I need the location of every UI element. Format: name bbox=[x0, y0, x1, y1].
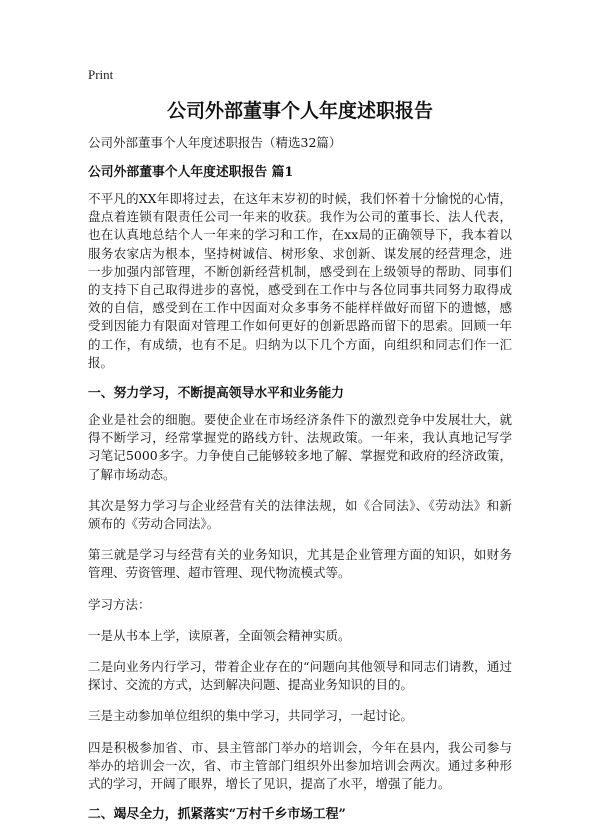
article-heading: 公司外部董事个人年度述职报告 篇1 bbox=[88, 165, 294, 180]
section-2-heading: 二、竭尽全力，抓紧落实“万村千乡市场工程” bbox=[88, 807, 346, 823]
print-link[interactable]: Print bbox=[88, 67, 114, 82]
section-1-heading: 一、努力学习，不断提高领导水平和业务能力 bbox=[88, 386, 344, 402]
section-1-paragraph-1: 企业是社会的细胞。要使企业在市场经济条件下的激烈竞争中发展壮大，就得不断学习，经常掌握党的路线方针、法规政策。一年来，我认真地记写学习笔记5000多字。力争使自己能够较多地了解、掌握党和政府的经济政策，了解市场动态。 bbox=[88, 412, 512, 482]
section-1-paragraph-3: 第三就是学习与经营有关的业务知识，尤其是企业管理方面的知识，如财务管理、劳资管理、超市管理、现代物流模式等。 bbox=[88, 547, 512, 581]
method-4: 四是积极参加省、市、县主管部门举办的培训会，今年在县内，我公司参与举办的培训会一次，省、市主管部门组织外出参加培训会两次。通过多种形式的学习，开阔了眼界，增长了见识，提高了水平，增强了能力。 bbox=[88, 739, 512, 792]
document-subtitle: 公司外部董事个人年度述职报告（精选32篇） bbox=[88, 135, 342, 150]
section-1-paragraph-2: 其次是努力学习与企业经营有关的法律法规，如《合同法》、《劳动法》和新颁布的《劳动合同法》。 bbox=[88, 497, 512, 532]
method-1: 一是从书本上学，读原著，全面领会精神实质。 bbox=[88, 627, 351, 643]
method-3: 三是主动参加单位组织的集中学习，共同学习，一起讨论。 bbox=[88, 708, 414, 724]
method-2: 二是向业务内行学习，带着企业存在的“问题向其他领导和同志们请教，通过探讨、交流的方式，达到解决问题、提高业务知识的目的。 bbox=[88, 659, 512, 693]
page-title: 公司外部董事个人年度述职报告 bbox=[166, 100, 433, 122]
intro-paragraph: 不平凡的XX年即将过去，在这年末岁初的时候，我们怀着十分愉悦的心情，盘点着连锁有限责任公司一年来的收获。我作为公司的董事长、法人代表，也在认真地总结个人一年来的学习和工作，在xx局的正确领导下，我本着以服务农家店为根本，坚持树诚信、树形象、求创新、谋发展的经营理念，进一步加强内部管理，不断创新经营机制，感受到在上级领导的帮助、同事们的支持下自己取得进步的喜悦，感受到在工作中与各位同事共同努力取得成效的自信，感受到在工作中因面对众多事务不能样样做好而留下的遗憾，感受到因能力有限面对管理工作如何更好的创新思路而留下的思索。回顾一年的工作，有成绩，也有不足。归纳为以下几个方面，向组织和同志们作一汇报。 bbox=[88, 191, 512, 370]
methods-label: 学习方法： bbox=[88, 596, 151, 612]
